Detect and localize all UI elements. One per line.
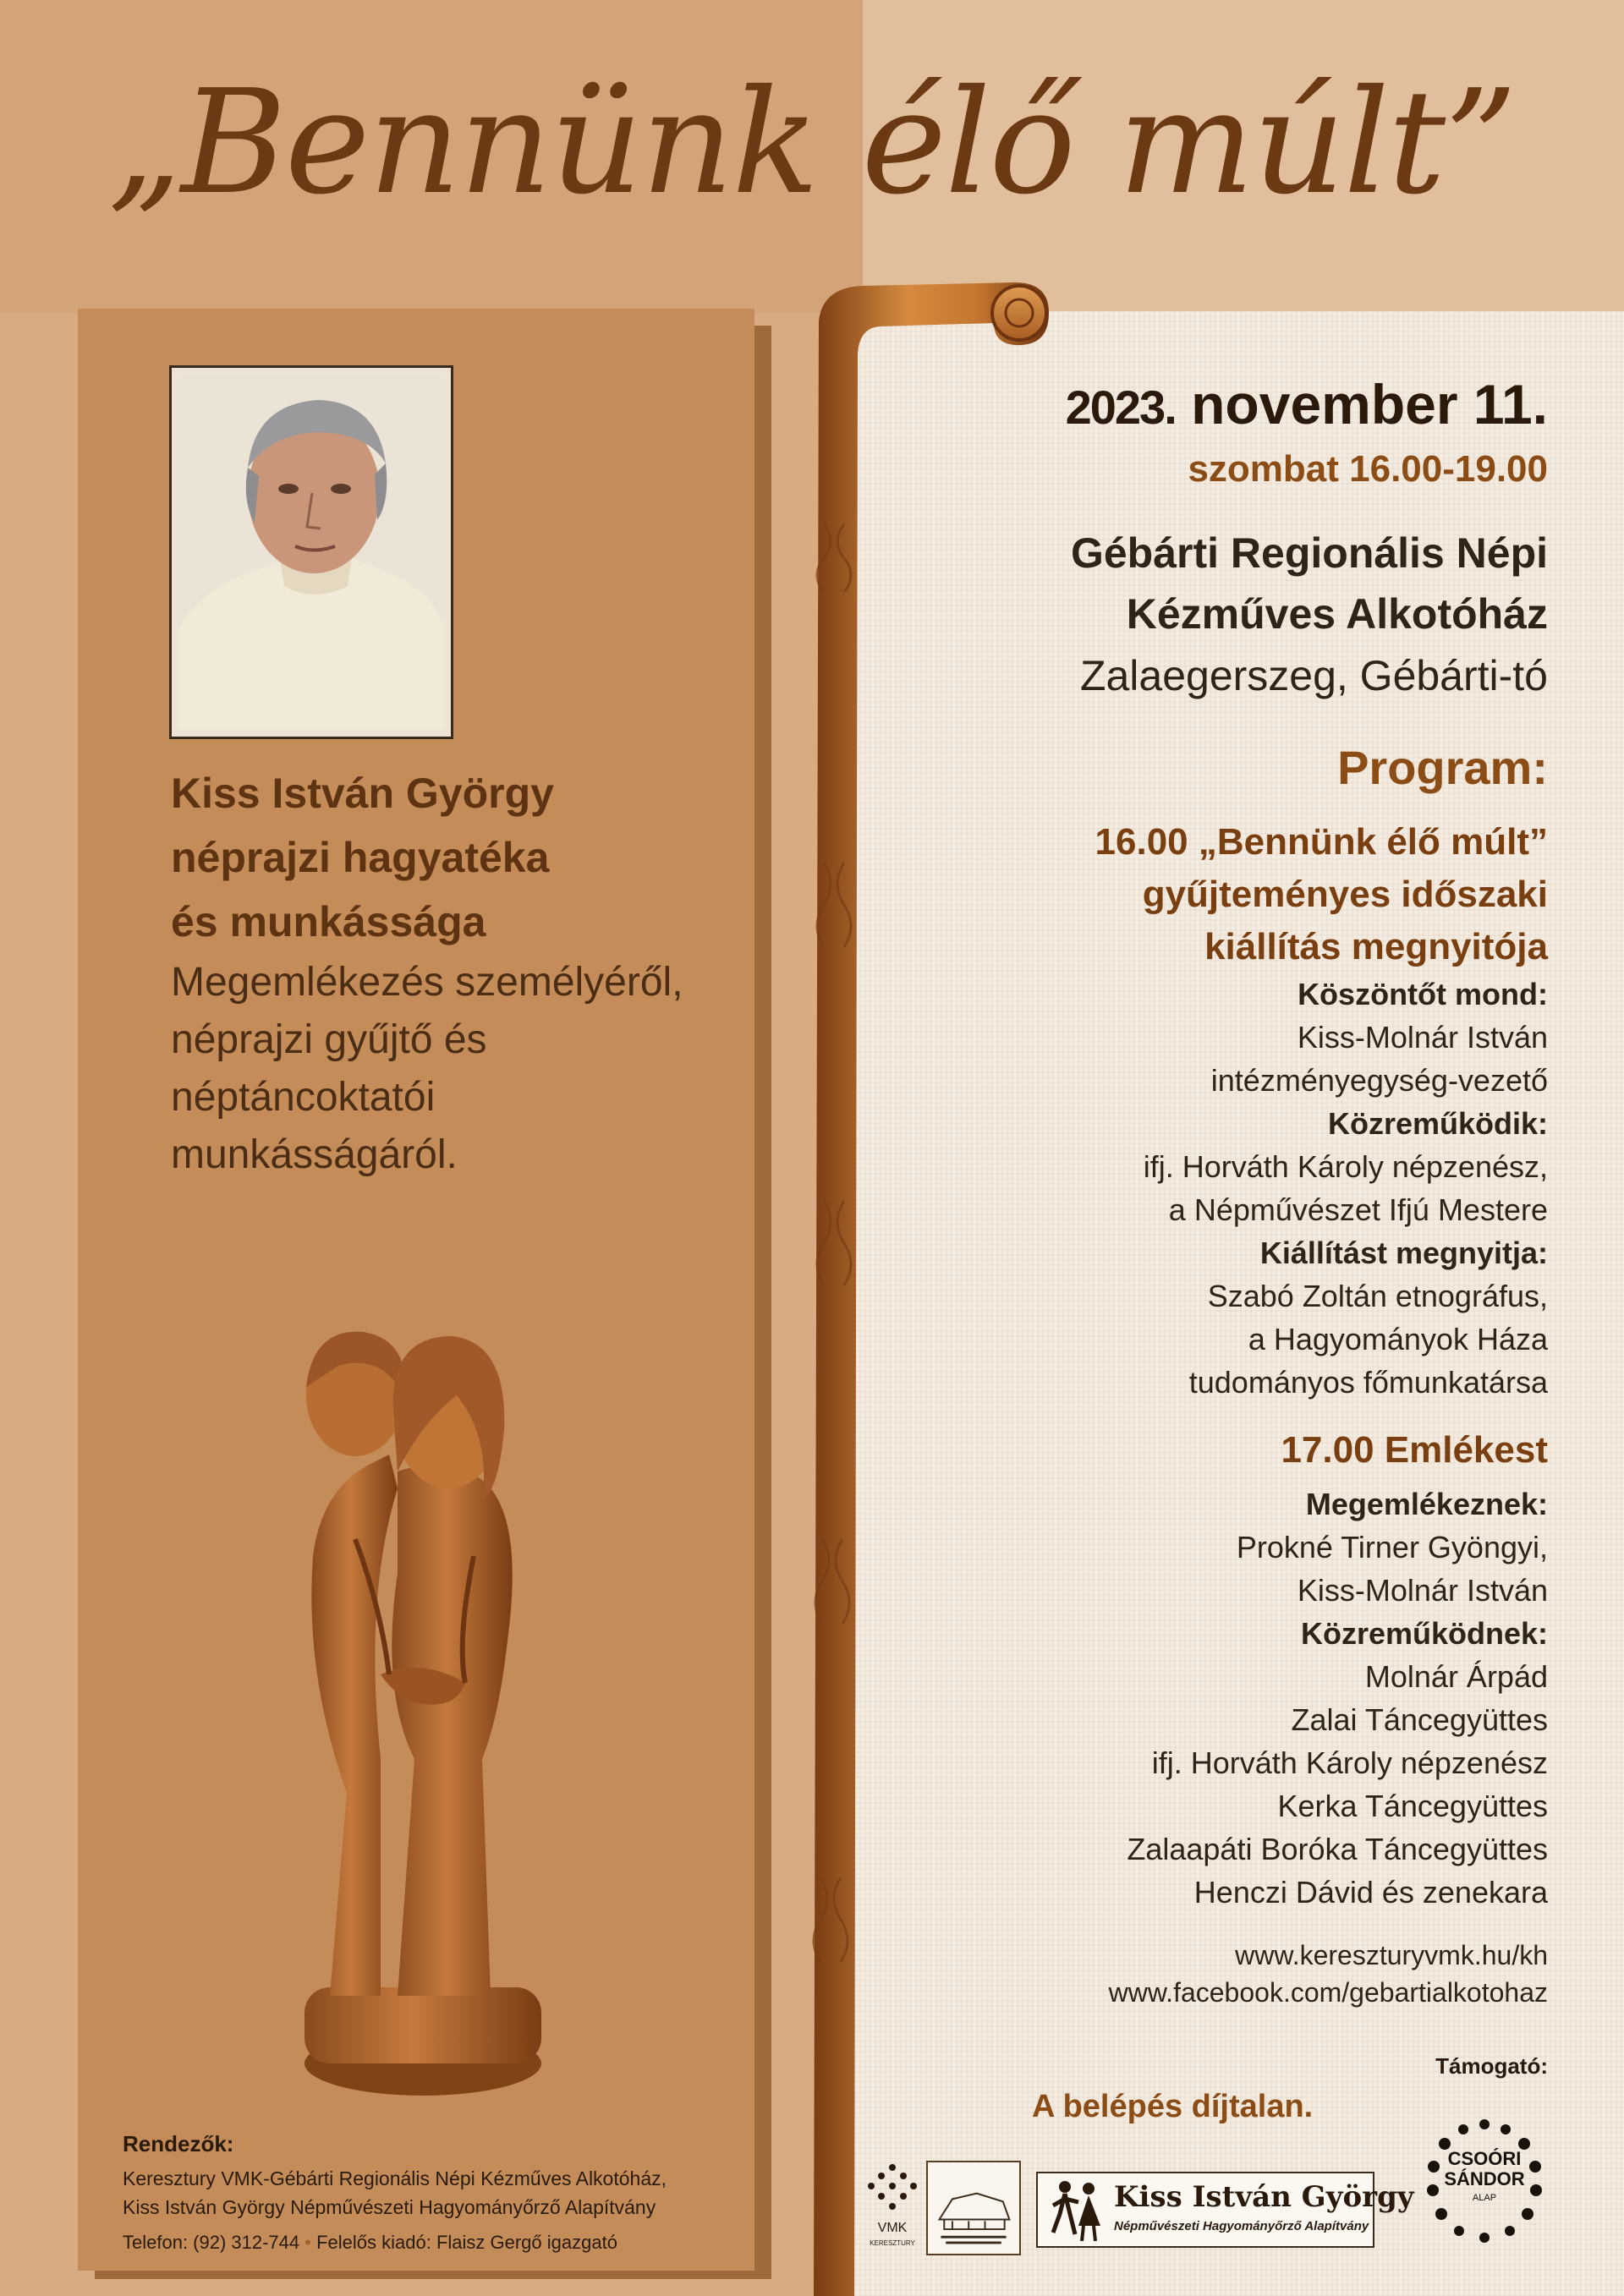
event-date [1066,372,1548,436]
program-participant: intézményegység-vezető [1210,1063,1548,1098]
program-participant: Kiss-Molnár István [1297,1020,1548,1055]
event-day-month: november 11. [1191,373,1548,436]
program-role-label: Kiállítást megnyitja: [1259,1236,1548,1270]
program-participant: Zalai Táncegyüttes [1291,1702,1548,1737]
left-body-line: munkásságáról. [171,1132,458,1177]
program-participant: ifj. Horváth Károly népzenész [1151,1745,1548,1780]
left-heading [171,761,729,954]
phone-number: Telefon: (92) 312-744 [123,2232,300,2253]
venue-location: Zalaegerszeg, Gébárti-tó [1079,652,1548,699]
foundation-logo-subtitle: Népművészeti Hagyományőrző Alapítvány [1114,2219,1369,2233]
event-time: szombat 16.00-19.00 [1188,448,1548,490]
program-participant: Szabó Zoltán etnográfus, [1207,1279,1548,1313]
venue-line: Gébárti Regionális Népi [1070,529,1548,577]
program-item-1-title [1095,816,1548,973]
left-heading-line: néprajzi hagyatéka [171,834,550,881]
foundation-logo-title: Kiss István György [1114,2180,1414,2214]
program-label: Program: [1337,741,1548,794]
left-body-line: Megemlékezés személyéről, [171,960,683,1005]
vmk-logo-label: VMK [877,2221,908,2235]
portrait-photo [169,365,453,739]
program-role-label: Megemlékeznek: [1305,1487,1548,1521]
organizer-line: Kiss István György Népművészeti Hagyományőrző Alapítvány [123,2196,656,2218]
vmk-logo [863,2161,922,2254]
program-role-label: Közreműködnek: [1300,1616,1548,1651]
program-participant: Kiss-Molnár István [1297,1573,1548,1608]
links-block [1109,1937,1548,2011]
left-body-line: néprajzi gyűjtő és [171,1017,487,1062]
wooden-statue-image [254,1319,592,2106]
left-body-line: néptáncoktatói [171,1075,436,1120]
left-heading-line: Kiss István György [171,770,554,817]
free-entry-notice: A belépés díjtalan. [1032,2089,1314,2124]
event-year: 2023. [1065,381,1176,434]
program-participant: a Népművészet Ifjú Mestere [1168,1192,1548,1227]
csoori-line-3: ALAP [1472,2193,1497,2203]
organizers-block [123,2131,765,2254]
website-link[interactable]: www.kereszturyvmk.hu/kh [1235,1940,1548,1970]
left-heading-line: és munkássága [171,898,486,945]
facebook-link[interactable]: www.facebook.com/gebartialkotohaz [1108,1977,1548,2008]
program-role-label: Közreműködik: [1327,1106,1548,1141]
program-participant: Molnár Árpád [1364,1659,1548,1694]
gebarti-alkotohaz-logo [926,2161,1021,2255]
supporter-label: Támogató: [1435,2053,1548,2079]
csoori-sandor-alap-logo [1413,2097,1556,2258]
program-item-title-line: 16.00 „Bennünk élő múlt” [1095,821,1548,863]
program-item-title-line: gyűjteményes időszaki [1142,874,1548,915]
left-body [171,954,746,1184]
csoori-line-2: SÁNDOR [1444,2168,1525,2189]
dancers-icon [1041,2173,1109,2246]
program-participant: a Hagyományok Háza [1248,1322,1548,1356]
portrait-figure [178,375,444,730]
vmk-logo-sub: KERESZTURY [870,2239,915,2247]
separator-dot: • [304,2232,311,2253]
program-item-title-line: kiállítás megnyitója [1204,926,1548,967]
program-item-2-details [1127,1482,1548,1914]
program-participant: Prokné Tirner Gyöngyi, [1236,1530,1548,1564]
program-participant: Kerka Táncegyüttes [1277,1789,1548,1823]
program-item-1-details [1144,973,1548,1404]
program-participant: tudományos főmunkatársa [1188,1365,1548,1400]
carved-cane-image [804,271,1057,2296]
program-participant: ifj. Horváth Károly népzenész, [1143,1149,1548,1184]
publisher: Felelős kiadó: Flaisz Gergő igazgató [316,2232,617,2253]
program-participant: Zalaapáti Boróka Táncegyüttes [1127,1832,1548,1866]
contact-line [123,2232,765,2254]
organizers-title: Rendezők: [123,2131,234,2156]
program-role-label: Köszöntőt mond: [1298,977,1548,1011]
poster-title: „Bennünk élő múlt” [107,59,1517,227]
venue-line: Kézműves Alkotóház [1126,590,1548,638]
program-participant: Henczi Dávid és zenekara [1193,1875,1548,1910]
organizer-line: Keresztury VMK-Gébárti Regionális Népi Kézműves Alkotóház, [123,2167,667,2189]
program-item-2-title: 17.00 Emlékest [1281,1429,1548,1471]
csoori-line-1: CSOÓRI [1447,2148,1522,2169]
kiss-istvan-gyorgy-foundation-logo [1036,2172,1414,2248]
